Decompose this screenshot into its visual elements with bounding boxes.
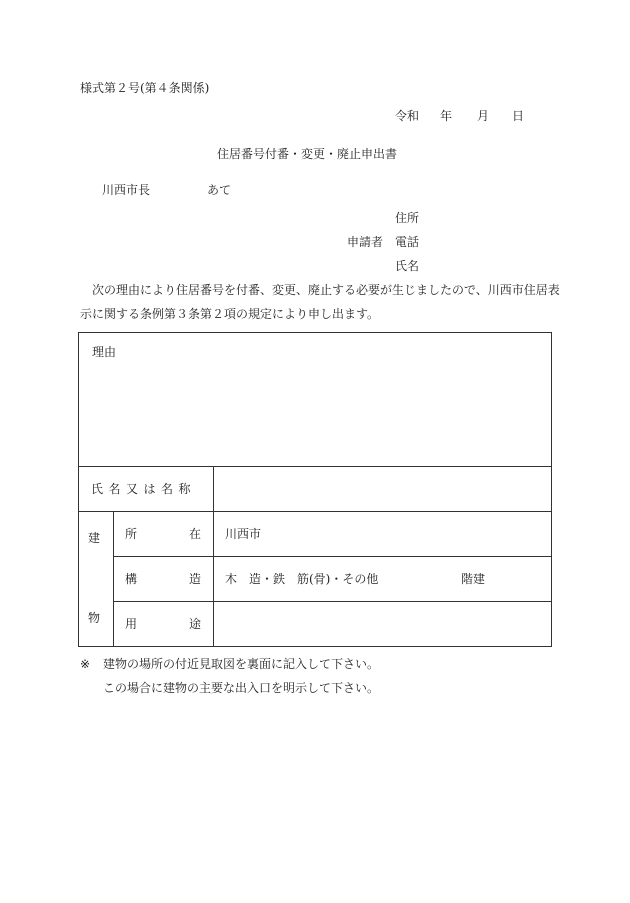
body-line-2: 示に関する条例第３条第２項の規定により申し出ます。 <box>80 307 380 321</box>
date-year: 年 <box>440 109 453 123</box>
location-value[interactable]: 川西市 <box>225 527 262 541</box>
building-label-2: 物 <box>88 611 101 625</box>
use-label-a: 用 <box>125 617 138 631</box>
reason-label: 理由 <box>92 345 117 359</box>
structure-label-a: 構 <box>125 572 138 586</box>
addressee-name: 川西市長 <box>102 183 151 197</box>
reason-field[interactable] <box>80 362 550 464</box>
use-field[interactable] <box>215 603 550 645</box>
note-mark: ※ <box>80 657 91 671</box>
structure-options[interactable]: 木 造・鉄 筋(骨)・その他 <box>225 572 379 586</box>
form-number: 様式第２号(第４条関係) <box>80 81 210 95</box>
use-label-b: 途 <box>189 617 202 631</box>
applicant-address-label: 住所 <box>395 211 420 225</box>
structure-floors[interactable]: 階建 <box>461 572 486 586</box>
note-line-1: 建物の場所の付近見取図を裏面に記入して下さい。 <box>103 657 380 671</box>
body-line-1: 次の理由により住居番号を付番、変更、廃止する必要が生じましたので、川西市住居表 <box>92 283 560 297</box>
applicant-phone-label: 電話 <box>395 235 420 249</box>
location-label-a: 所 <box>125 527 138 541</box>
location-label-b: 在 <box>189 527 202 541</box>
date-month: 月 <box>477 109 490 123</box>
applicant-name-label: 氏名 <box>395 259 420 273</box>
document-title: 住居番号付番・変更・廃止申出書 <box>216 147 397 161</box>
building-label-1: 建 <box>88 531 101 545</box>
applicant-label: 申請者 <box>347 235 384 249</box>
structure-label-b: 造 <box>189 572 202 586</box>
date-day: 日 <box>512 109 525 123</box>
note-line-2: この場合に建物の主要な出入口を明示して下さい。 <box>103 681 380 695</box>
name-field[interactable] <box>215 468 550 510</box>
addressee-suffix: あて <box>207 183 232 197</box>
date-era: 令和 <box>395 109 420 123</box>
name-label: 氏名又は名称 <box>91 482 197 496</box>
